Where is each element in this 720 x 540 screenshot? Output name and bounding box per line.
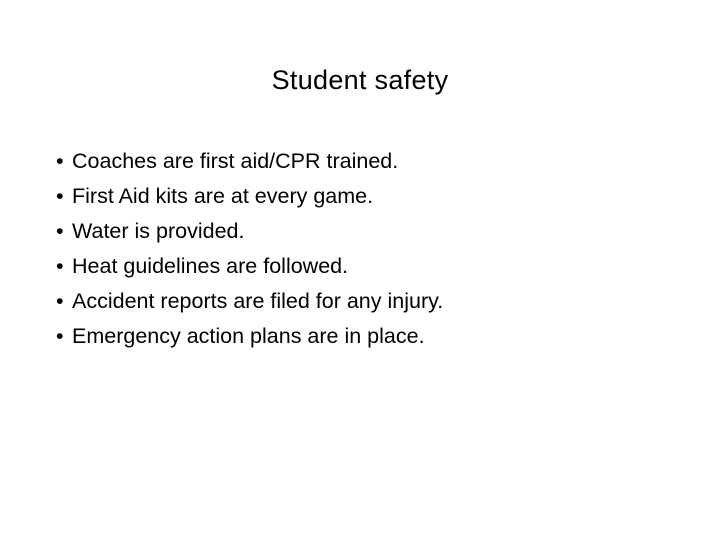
bullet-text: Emergency action plans are in place. [72,324,425,348]
bullet-text: Water is provided. [72,219,245,243]
bullet-text: Heat guidelines are followed. [72,254,349,278]
bullet-icon: • [56,254,64,278]
slide-title: Student safety [271,65,449,95]
bullet-list [56,144,696,354]
bullet-text: Coaches are first aid/CPR trained. [72,149,399,173]
list-item [56,179,696,214]
bullet-icon: • [56,324,64,348]
bullet-icon: • [56,219,64,243]
list-item [56,144,696,179]
list-item [56,284,696,319]
list-item [56,214,696,249]
bullet-text: Accident reports are filed for any injury. [72,289,444,313]
bullet-icon: • [56,184,64,208]
bullet-icon: • [56,289,64,313]
list-item [56,319,696,354]
bullet-text: First Aid kits are at every game. [72,184,374,208]
list-item [56,249,696,284]
bullet-icon: • [56,149,64,173]
